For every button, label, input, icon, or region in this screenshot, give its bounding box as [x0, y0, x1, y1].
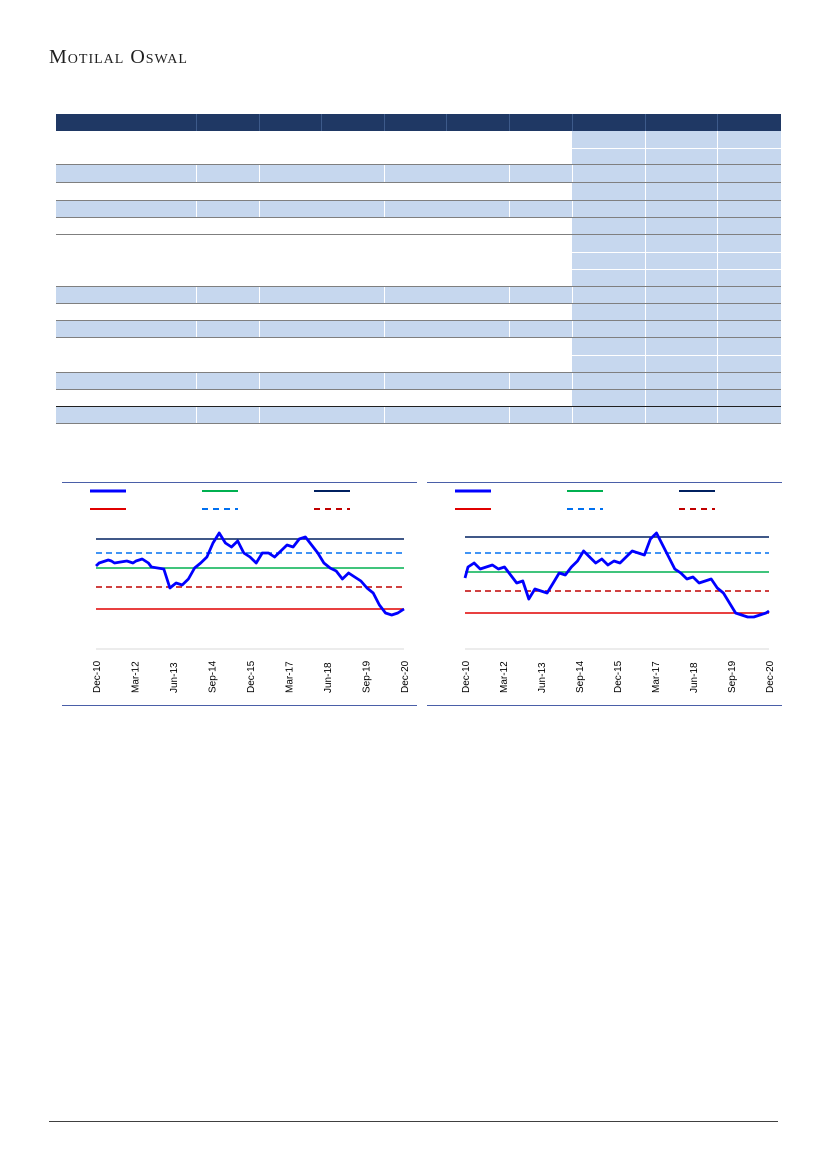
x-tick-label: Mar-17 [651, 661, 662, 693]
table-row [56, 287, 781, 304]
x-tick-label: Dec-20 [765, 660, 776, 693]
table-row [56, 165, 781, 183]
table-row [56, 338, 781, 373]
table-row [56, 373, 781, 390]
band-chart-right-plot [427, 483, 782, 705]
table-row [56, 201, 781, 218]
band-chart-right [427, 482, 782, 706]
valuation-series-line [465, 533, 769, 617]
x-tick-label: Mar-12 [130, 661, 142, 693]
table-row [56, 131, 781, 165]
x-tick-label: Jun-13 [169, 662, 180, 693]
table-row [56, 407, 781, 424]
table-row [56, 235, 781, 287]
table-row [56, 183, 781, 201]
valuation-table [56, 114, 781, 424]
band-chart-left-plot [62, 483, 417, 705]
brand-logo: Motilal Oswal [49, 46, 188, 68]
x-tick-label: Dec-15 [613, 660, 624, 693]
table-header [56, 114, 781, 131]
x-tick-label: Dec-10 [92, 660, 103, 693]
x-tick-label: Dec-15 [246, 660, 257, 693]
x-tick-label: Mar-12 [499, 661, 510, 693]
table-row [56, 304, 781, 321]
x-tick-label: Mar-17 [284, 661, 296, 693]
table-row [56, 218, 781, 235]
x-tick-label: Jun-13 [537, 662, 548, 693]
x-tick-label: Sep-14 [207, 660, 219, 693]
x-tick-label: Sep-19 [727, 660, 738, 693]
band-chart-left [62, 482, 417, 706]
x-tick-label: Jun-18 [323, 662, 334, 693]
x-tick-label: Dec-10 [461, 660, 472, 693]
table-row [56, 390, 781, 407]
x-tick-label: Jun-18 [689, 662, 700, 693]
table-row [56, 321, 781, 338]
x-tick-label: Sep-14 [575, 660, 586, 693]
valuation-series-line [96, 533, 404, 615]
footer-rule [49, 1121, 778, 1122]
x-tick-label: Sep-19 [361, 660, 373, 693]
x-tick-label: Dec-20 [400, 660, 411, 693]
